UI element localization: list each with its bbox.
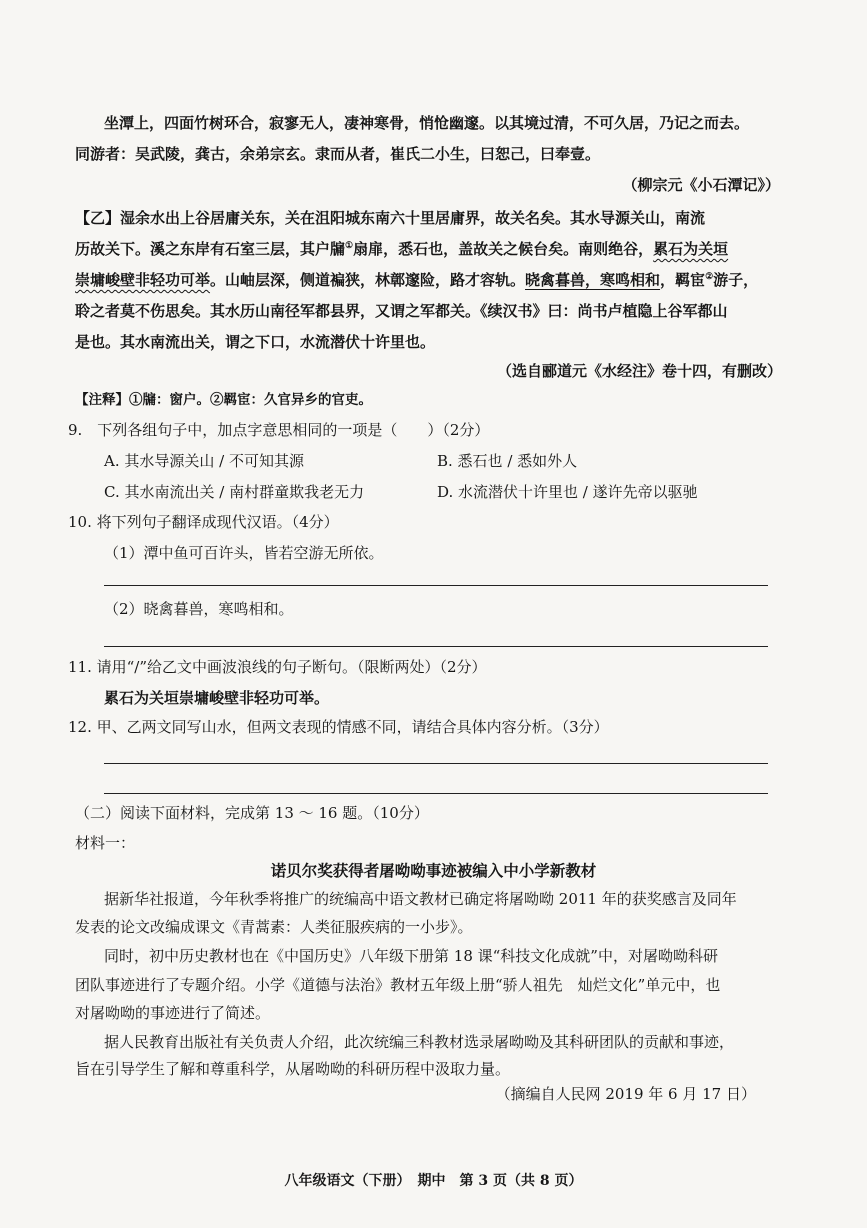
material-1-label: 材料一： [75, 834, 136, 852]
yi-line-3-tail: 游子， [713, 271, 759, 289]
article-source: （摘编自人民网 2019 年 6 月 17 日） [495, 1085, 756, 1103]
note-marker-1: ① [345, 241, 354, 251]
yi-source: （选自郦道元《水经注》卷十四，有删改） [496, 362, 782, 380]
note-marker-2: ② [705, 272, 714, 282]
question-12-stem: 12. 甲、乙两文同写山水，但两文表现的情感不同，请结合具体内容分析。（3分） [68, 718, 609, 736]
article-p1-line-2: 发表的论文改编成课文《青蒿素：人类征服疾病的一小步》。 [75, 918, 473, 936]
jia-source: （柳宗元《小石潭记》） [622, 176, 780, 194]
article-p3-line-1: 据人民教育出版社有关负责人介绍，此次统编三科教材选录屠呦呦及其科研团队的贡献和事迹， [104, 1033, 735, 1051]
answer-line-q10-2[interactable] [104, 646, 768, 647]
answer-line-q12-2[interactable] [104, 793, 768, 794]
section-2-heading: （二）阅读下面材料，完成第 13 ～ 16 题。（10分） [75, 804, 429, 822]
article-p2-line-2: 团队事迹进行了专题介绍。小学《道德与法治》教材五年级上册“骄人祖先 灿烂文化”单元中，也 [75, 976, 721, 994]
question-9-stem: 9. 下列各组句子中，加点字意思相同的一项是（ ）（2分） [68, 421, 490, 439]
q9-option-d[interactable]: D. 水流潜伏十许里也 / 遂许先帝以驱驰 [437, 483, 698, 501]
yi-line-3 [75, 269, 758, 291]
q10-sentence-1: （1）潭中鱼可百许头，皆若空游无所依。 [104, 544, 384, 562]
yi-line-4: 聆之者莫不伤思矣。其水历山南径军都县界，又谓之军都关。《续汉书》曰：尚书卢植隐上谷军都山 [75, 302, 728, 320]
answer-line-q12-1[interactable] [104, 763, 768, 764]
article-p1-line-1: 据新华社报道，今年秋季将推广的统编高中语文教材已确定将屠呦呦 2011 年的获奖感言及同年 [104, 890, 737, 908]
yi-line-2 [75, 238, 728, 260]
underlined-text: 晓禽暮兽，寒鸣相和 [525, 271, 661, 289]
yi-line-2b: 扇扉，悉石也，盖故关之候台矣。南则绝谷， [353, 240, 654, 258]
article-p3-line-2: 旨在引导学生了解和尊重科学，从屠呦呦的科研历程中汲取力量。 [75, 1060, 511, 1078]
q9-option-a[interactable]: A. 其水导源关山 / 不可知其源 [104, 452, 304, 470]
yi-line-1: 【乙】湿余水出上谷居庸关东，关在沮阳城东南六十里居庸界，故关名矣。其水导源关山，南流 [75, 209, 706, 227]
wavy-underlined-text-2: 崇墉峻壁非轻功可举 [75, 271, 211, 289]
question-10-stem: 10. 将下列句子翻译成现代汉语。（4分） [68, 513, 339, 531]
q9-option-c[interactable]: C. 其水南流出关 / 南村群童欺我老无力 [104, 483, 365, 501]
article-p2-line-1: 同时，初中历史教材也在《中国历史》八年级下册第 18 课“科技文化成就”中，对屠呦呦科研 [104, 947, 718, 965]
yi-line-5: 是也。其水南流出关，谓之下口，水流潜伏十许里也。 [75, 333, 436, 351]
article-title: 诺贝尔奖获得者屠呦呦事迹被编入中小学新教材 [270, 861, 597, 880]
yi-line-3-mid: 。山岫层深，侧道褊狭，林鄣邃险，路才容轨。 [210, 271, 526, 289]
jia-line-1: 坐潭上，四面竹树环合，寂寥无人，凄神寒骨，悄怆幽邃。以其境过清，不可久居，乃记之而去。 [104, 114, 750, 132]
q10-sentence-2: （2）晓禽暮兽，寒鸣相和。 [104, 600, 294, 618]
article-p2-line-3: 对屠呦呦的事迹进行了简述。 [75, 1004, 271, 1022]
annotation-notes: 【注释】①牖：窗户。②羁宦：久官异乡的官吏。 [75, 392, 372, 408]
q9-option-b[interactable]: B. 悉石也 / 悉如外人 [437, 452, 578, 470]
wavy-underlined-text-1: 累石为关垣 [653, 240, 729, 258]
page-footer: 八年级语文（下册） 期中 第 3 页（共 8 页） [284, 1173, 583, 1189]
jia-line-2: 同游者：吴武陵，龚古，余弟宗玄。隶而从者，崔氏二小生，曰恕己，曰奉壹。 [75, 145, 601, 163]
yi-line-3-end: ，羁宦 [660, 271, 706, 289]
answer-line-q10-1[interactable] [104, 585, 768, 586]
q11-sentence: 累石为关垣崇墉峻壁非轻功可举。 [104, 689, 330, 707]
question-11-stem: 11. 请用“/”给乙文中画波浪线的句子断句。（限断两处）（2分） [68, 658, 487, 676]
yi-line-2a: 历故关下。溪之东岸有石室三层，其户牖 [75, 240, 346, 258]
